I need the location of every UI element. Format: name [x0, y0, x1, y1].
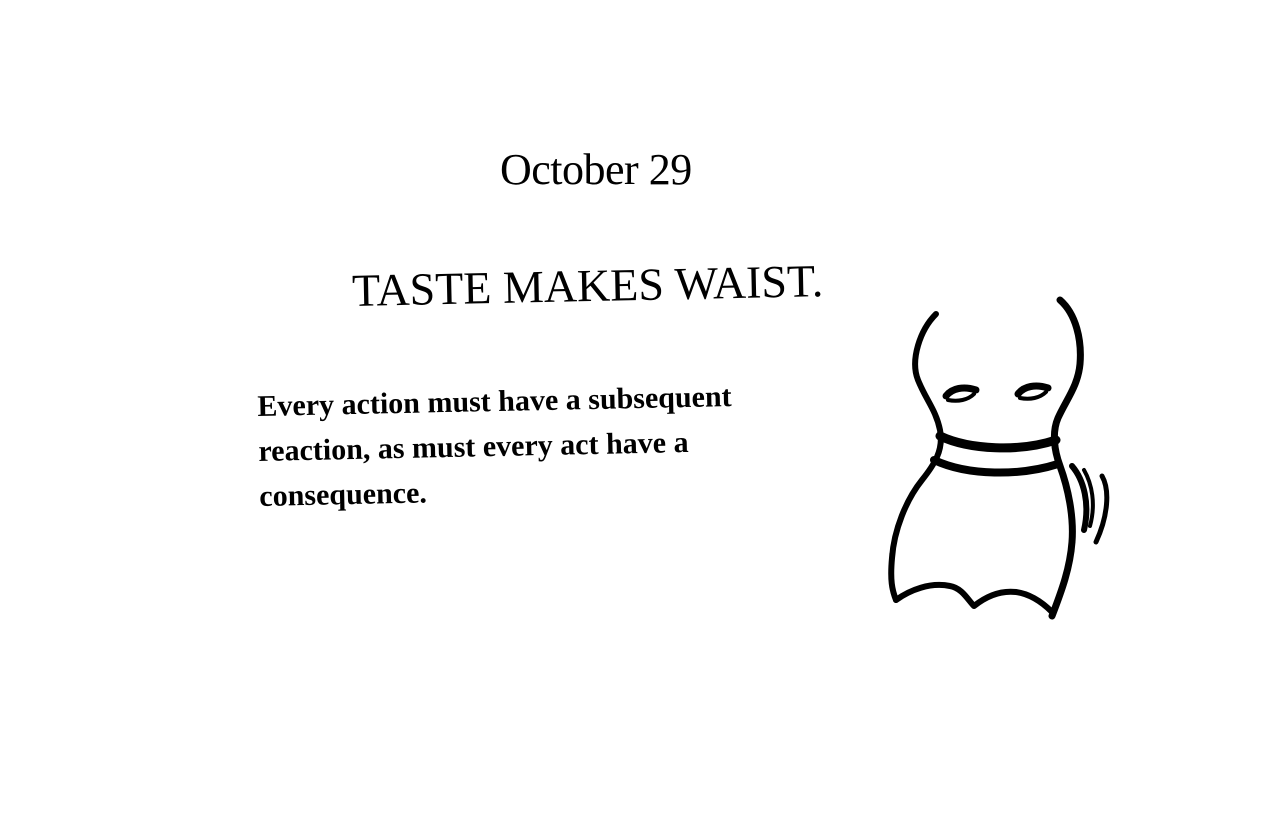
body-line: Every action must have a subsequent: [257, 380, 732, 423]
apron-sketch-icon: [870, 290, 1130, 630]
body-line: consequence.: [259, 476, 428, 513]
body-line: reaction, as must every act have a: [258, 425, 689, 468]
body-paragraph: [257, 371, 900, 519]
page-headline: TASTE MAKES WAIST.: [351, 255, 824, 316]
page-date: October 29: [500, 145, 692, 194]
